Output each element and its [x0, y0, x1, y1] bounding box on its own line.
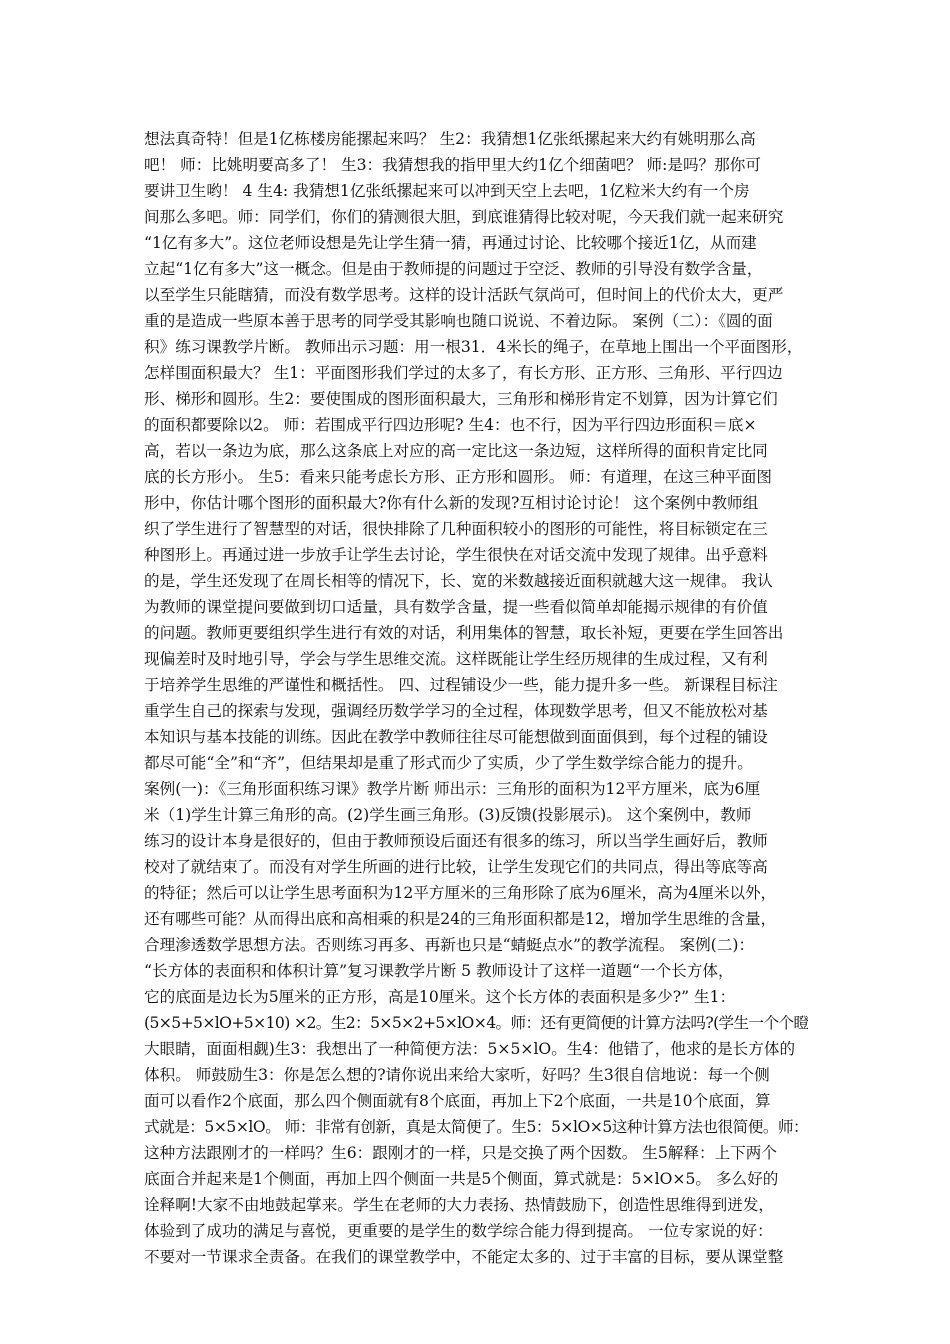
text-line: “长方体的表面积和体积计算”复习课教学片断 5 教师设计了这样一道题“一个长方体，: [144, 962, 734, 980]
text-line: 的特征；然后可以让学生思考面积为12平方厘米的三角形除了底为6厘米，高为4厘米以外，: [144, 884, 777, 902]
text-line: 要讲卫生哟！ 4 生4: 我猜想1亿张纸摞起来可以冲到天空上去吧，1亿粒米大约有一个房: [144, 182, 750, 200]
text-line: 重的是造成一些原本善于思考的同学受其影响也随口说说、不着边际。 案例（二）：《圆的面: [144, 312, 773, 330]
text-line: 面可以看作2个底面，那么四个侧面就有8个底面，再加上下2个底面，一共是10个底面，算: [144, 1092, 771, 1110]
text-line: 米（1)学生计算三角形的高。(2)学生画三角形。(3)反馈(投影展示)。 这个案例中，教师: [144, 806, 752, 824]
text-line: 练习的设计本身是很好的，但由于教师预设后面还有很多的练习，所以当学生画好后，教师: [144, 832, 768, 850]
text-line: 都尽可能“全”和“齐”，但结果却是重了形式而少了实质，少了学生数学综合能力的提升。: [144, 754, 753, 772]
text-line: 还有哪些可能？从而得出底和高相乘的积是24的三角形面积都是12，增加学生思维的含量，: [144, 910, 777, 928]
text-line: 种图形上。再通过进一步放手让学生去讨论，学生很快在对话交流中发现了规律。出乎意料: [144, 546, 768, 564]
text-line: 校对了就结束了。而没有对学生所画的进行比较，让学生发现它们的共同点，得出等底等高: [144, 858, 768, 876]
document-body: [144, 126, 808, 1270]
text-line: 合理渗透数学思想方法。否则练习再多、再新也只是“蜻蜓点水”的教学流程。 案例(二)：: [144, 936, 755, 954]
text-line: 大眼睛，面面相觑)生3：我想出了一种简便方法：5×5×lO。生4：他错了，他求的是长方体的: [144, 1040, 796, 1058]
text-line: 想法真奇特！但是1亿栋楼房能摞起来吗？ 生2：我猜想1亿张纸摞起来大约有姚明那么高: [144, 130, 756, 148]
text-line: 底面合并起来是1个侧面，再加上四个侧面一共是5个侧面，算式就是：5×lO×5。 多么好的: [144, 1170, 779, 1188]
text-line: 体积。 师鼓励生3：你是怎么想的?请你说出来给大家听，好吗？生3很自信地说：每一个侧: [144, 1066, 770, 1084]
text-line: (5×5+5×lO+5×10) ×2。生2：5×5×2+5×lO×4。师：还有更简便的计算方法吗?(学生一个个瞪: [144, 1014, 808, 1032]
text-line: 积》练习课教学片断。 教师出示习题：用一根31．4米长的绳子，在草地上围出一个平面图形，: [144, 338, 803, 356]
text-line: 间那么多吧。师：同学们，你们的猜测很大胆，到底谁猜得比较对呢，今天我们就一起来研究: [144, 208, 784, 226]
text-line: 它的底面是边长为5厘米的正方形，高是10厘米。这个长方体的表面积是多少?” 生1：: [144, 988, 736, 1006]
text-line: 的是，学生还发现了在周长相等的情况下，长、宽的米数越接近面积就越大这一规律。 我认: [144, 572, 773, 590]
text-line: “1亿有多大”。这位老师设想是先让学生猜一猜，再通过讨论、比较哪个接近1亿，从而建: [144, 234, 757, 252]
text-line: 底的长方形小。 生5：看来只能考虑长方形、正方形和圆形。 师：有道理，在这三种平面图: [144, 468, 772, 486]
text-line: 式就是：5×5×lO。 师：非常有创新，真是太简便了。生5：5×lO×5这种计算方法也很简便。师：: [144, 1118, 808, 1136]
text-line: 诠释啊!大家不由地鼓起掌来。学生在老师的大力表扬、热情鼓励下，创造性思维得到迸发，: [144, 1196, 775, 1214]
text-line: 以至学生只能瞎猜，而没有数学思考。这样的设计活跃气氛尚可，但时间上的代价太大，更严: [144, 286, 784, 304]
text-line: 织了学生进行了智慧型的对话，很快排除了几种面积较小的图形的可能性，将目标锁定在三: [144, 520, 768, 538]
text-line: 于培养学生思维的严谨性和概括性。 四、过程铺设少一些，能力提升多一些。 新课程目标注: [144, 676, 778, 694]
text-line: 为教师的课堂提问要做到切口适量，具有数学含量，提一些看似简单却能揭示规律的有价值: [144, 598, 768, 616]
text-line: 立起“1亿有多大”这一概念。但是由于教师提的问题过于空泛、教师的引导没有数学含量，: [144, 260, 763, 278]
text-line: 高，若以一条边为底，那么这条底上对应的高一定比这一条边短，这样所得的面积肯定比同: [144, 442, 768, 460]
text-line: 怎样围面积最大？ 生1：平面图形我们学过的太多了，有长方形、正方形、三角形、平行四边: [144, 364, 783, 382]
text-line: 的面积都要除以2。 师：若围成平行四边形呢? 生4：也不行，因为平行四边形面积＝底×: [144, 416, 757, 434]
text-line: 体验到了成功的满足与喜悦，更重要的是学生的数学综合能力得到提高。 一位专家说的好：: [144, 1222, 773, 1240]
text-line: 现偏差时及时地引导，学会与学生思维交流。这样既能让学生经历规律的生成过程，又有利: [144, 650, 768, 668]
text-line: 形中，你估计哪个图形的面积最大?你有什么新的发现?互相讨论讨论！ 这个案例中教师组: [144, 494, 759, 512]
text-line: 这种方法跟刚才的一样吗？生6：跟刚才的一样，只是交换了两个因数。 生5解释：上下两个: [144, 1144, 777, 1162]
text-line: 重学生自己的探索与发现，强调经历数学学习的全过程，体现数学思考，但又不能放松对基: [144, 702, 768, 720]
text-line: 本知识与基本技能的训练。因此在教学中教师往往尽可能想做到面面俱到，每个过程的铺设: [144, 728, 768, 746]
text-line: 不要对一节课求全责备。在我们的课堂教学中，不能定太多的、过于丰富的目标，要从课堂整: [144, 1248, 784, 1266]
text-line: 形、梯形和圆形。生2：要使围成的图形面积最大，三角形和梯形肯定不划算，因为计算它们: [144, 390, 778, 408]
text-line: 案例(一)：《三角形面积练习课》教学片断 师出示：三角形的面积为12平方厘米，底为6厘: [144, 780, 761, 798]
text-line: 的问题。教师更要组织学生进行有效的对话，利用集体的智慧，取长补短，更要在学生回答出: [144, 624, 784, 642]
text-line: 吧！ 师：比姚明要高多了！ 生3：我猜想我的指甲里大约1亿个细菌吧？ 师:是吗？那你可: [144, 156, 761, 174]
